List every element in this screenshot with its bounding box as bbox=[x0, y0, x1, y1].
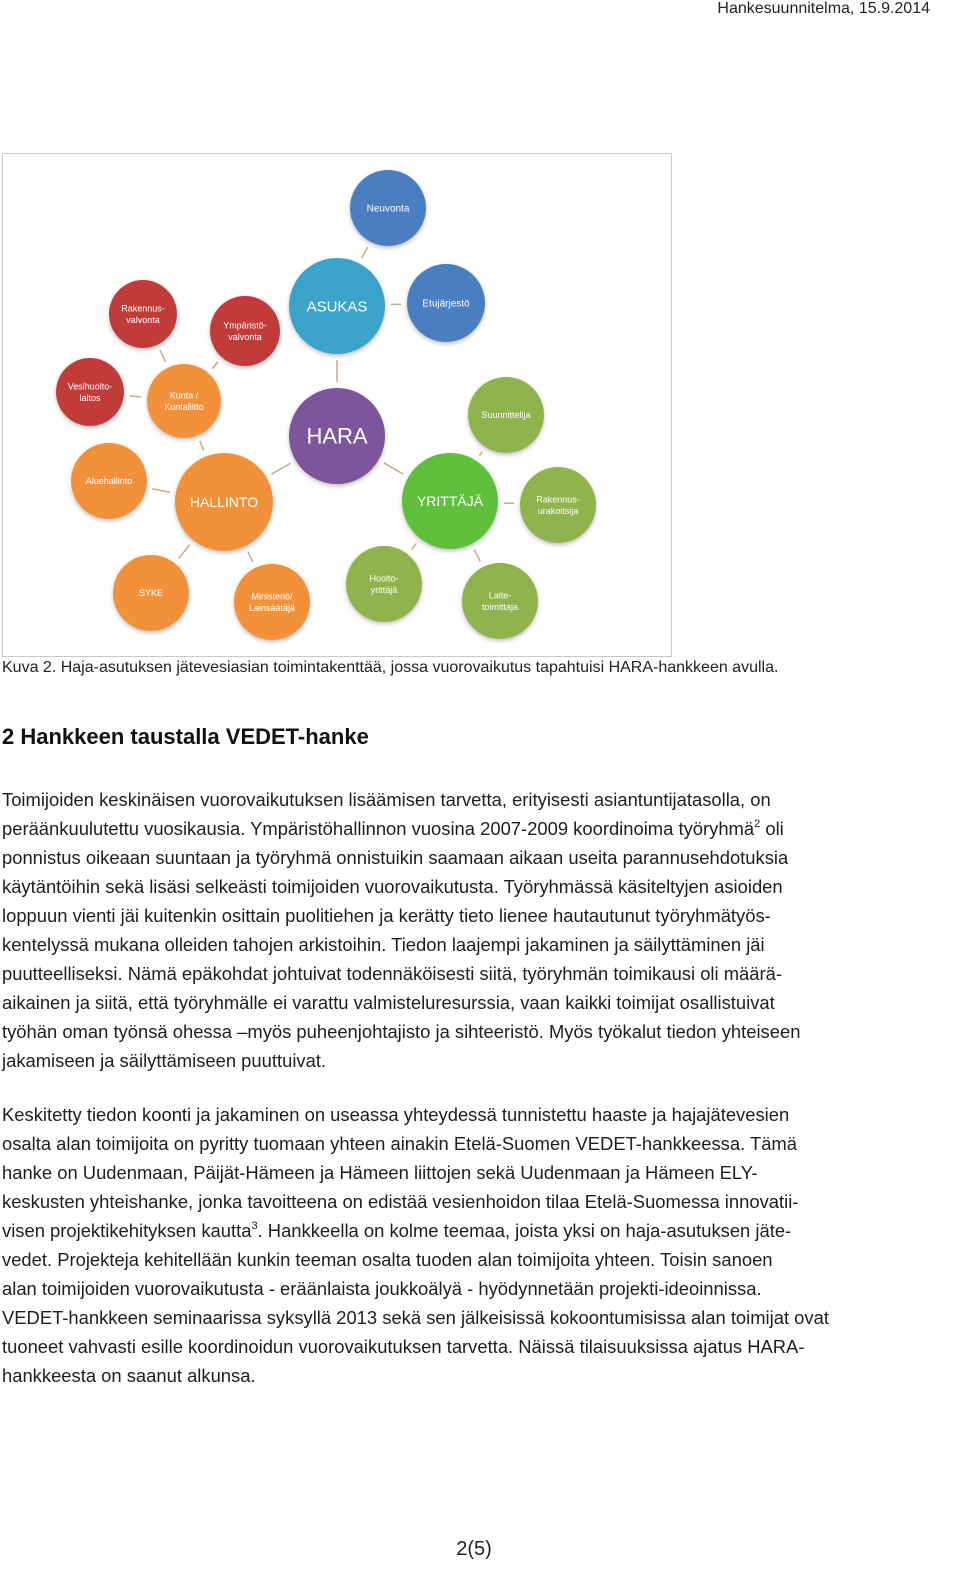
bubble-rakennusurakoitsija bbox=[520, 467, 596, 543]
connector-line-hara-hallinto bbox=[271, 463, 290, 474]
bubble-suunnittelija bbox=[468, 377, 544, 453]
text-line: vedet. Projekteja kehitellään kunkin teeman osalta tuoden alan toimijoita yhteen. Toisin sanoen bbox=[2, 1249, 773, 1270]
bubble-syke bbox=[113, 555, 189, 631]
text-line: osalta alan toimijoita on pyritty tuomaan yhteen ainakin Etelä-Suomen VEDET-hankkeessa. Tämä bbox=[2, 1133, 797, 1154]
bubble-rakennusvalvonta bbox=[109, 280, 177, 348]
bubble-label: HARA bbox=[306, 423, 368, 449]
bubble-label: valvonta bbox=[228, 331, 262, 342]
bubble-label: Rakennus- bbox=[121, 303, 165, 314]
bubble-asukas bbox=[289, 258, 385, 354]
connector-line-hallinto-syke bbox=[179, 545, 190, 559]
connector-line-hallinto-kuntaliitto bbox=[200, 441, 204, 451]
bubble-hara bbox=[289, 388, 385, 484]
bubble-kuntaliitto bbox=[147, 364, 221, 438]
text-line: työhän oman työnsä ohessa –myös puheenjohtajisto ja sihteeristö. Myös työkalut tiedon yhteiseen bbox=[2, 1021, 801, 1042]
bubble-laitetoimittaja bbox=[462, 563, 538, 639]
footnote-ref: 2 bbox=[754, 817, 761, 830]
bubble-label: Ministeriö/ bbox=[251, 591, 293, 602]
connector-line-hara-yrittaja bbox=[384, 463, 403, 474]
bubble-label: Kuntaliitto bbox=[164, 401, 204, 412]
text-line: loppuun vienti jäi kuitenkin osittain puolitiehen ja kerätty tieto lienee hautautunut työryhmätyös- bbox=[2, 905, 771, 926]
text-line: kentelyssä mukana olleiden tahojen arkistoihin. Tiedon laajempi jakaminen ja säilyttäminen jäi bbox=[2, 934, 765, 955]
bubble-group bbox=[56, 170, 596, 640]
bubble-label: Vesihuolto- bbox=[67, 381, 113, 392]
paragraph-1 bbox=[2, 785, 948, 1075]
page-number: 2(5) bbox=[456, 1538, 492, 1560]
bubble-label: urakoitsija bbox=[537, 505, 579, 516]
text-line: aikainen ja siitä, että työryhmälle ei varattu valmisteluresurssia, vaan kaikki toimijat osallistuivat bbox=[2, 992, 775, 1013]
bubble-label: Lainsäätäjä bbox=[248, 602, 296, 613]
bubble-label: yrittäjä bbox=[370, 584, 398, 595]
bubble-neuvonta bbox=[350, 170, 426, 246]
text-line: jakamiseen ja säilyttämiseen puuttuivat. bbox=[2, 1050, 327, 1071]
bubble-ministerio bbox=[234, 564, 310, 640]
connector-line-asukas-neuvonta bbox=[362, 247, 368, 258]
bubble-label: Rakennus- bbox=[536, 494, 580, 505]
text-line: hanke on Uudenmaan, Päijät-Hämeen ja Hämeen liittojen sekä Uudenmaan ja Hämeen ELY- bbox=[2, 1162, 758, 1183]
text-line: käytäntöihin sekä lisäsi selkeästi toimijoiden vuorovaikutusta. Työryhmässä käsiteltyjen asioiden bbox=[2, 876, 783, 897]
bubble-label: valvonta bbox=[126, 314, 160, 325]
bubble-label: Ympäristö- bbox=[223, 320, 267, 331]
text-line: puutteelliseksi. Nämä epäkohdat johtuivat todennäköisesti siitä, työryhmän toimikausi oli määrä- bbox=[2, 963, 782, 984]
bubble-etujarjesto bbox=[407, 264, 485, 342]
bubble-huoltoyrittaja bbox=[346, 546, 422, 622]
bubble-vesihuoltolaitos bbox=[56, 358, 124, 426]
text-line: visen projektikehityksen kautta$^3$. Hankkeella on kolme teemaa, joista yksi on haja-asutuksen jäte- bbox=[2, 1219, 792, 1241]
bubble-label: Huolto- bbox=[369, 573, 399, 584]
text-line: ponnistus oikeaan suuntaan ja työryhmä onnistuikin saamaan aikaan useita parannusehdotuksia bbox=[2, 847, 789, 868]
bubble-label: SYKE bbox=[138, 588, 164, 599]
bubble-label: Kunta / bbox=[169, 390, 199, 401]
connector-line-hallinto-ministerio bbox=[248, 552, 253, 563]
stakeholder-diagram-svg bbox=[3, 154, 671, 656]
section-heading: 2 Hankkeen taustalla VEDET-hanke bbox=[2, 724, 369, 749]
connector-line-hallinto-aluehallinto bbox=[152, 489, 170, 492]
text-line: peräänkuulutettu vuosikausia. Ympäristöhallinnon vuosina 2007-2009 koordinoima työryhmä$^2$ oli bbox=[2, 817, 784, 839]
paragraph-2 bbox=[2, 1100, 948, 1390]
connector-line-kuntaliitto-vesihuoltolaitos bbox=[130, 396, 141, 397]
running-header: Hankesuunnitelma, 15.9.2014 bbox=[717, 0, 930, 17]
bubble-label: ASUKAS bbox=[306, 298, 368, 316]
text-line: tuoneet vahvasti esille koordinoidun vuorovaikutuksen tarvetta. Näissä tilaisuuksissa ajatus HARA- bbox=[2, 1336, 805, 1357]
connector-line-kuntaliitto-rakennusvalvonta bbox=[160, 350, 166, 362]
connector-line-kuntaliitto-ymparistovalvonta bbox=[212, 362, 218, 369]
bubble-hallinto bbox=[175, 453, 273, 551]
bubble-label: Laite- bbox=[488, 590, 512, 601]
bubble-label: Neuvonta bbox=[366, 203, 410, 215]
text-line: keskusten yhteishanke, jonka tavoitteena on edistää vesienhoidon tilaa Etelä-Suomessa innovatii- bbox=[2, 1191, 799, 1212]
bubble-label: Suunnittelija bbox=[481, 410, 531, 421]
footnote-ref: 3 bbox=[251, 1219, 258, 1232]
connector-line-yrittaja-laitetoimittaja bbox=[474, 549, 480, 561]
connector-line-yrittaja-huoltoyrittaja bbox=[411, 543, 416, 549]
bubble-label: HALLINTO bbox=[189, 493, 259, 510]
bubble-aluehallinto bbox=[71, 443, 147, 519]
bubble-yrittaja bbox=[402, 453, 498, 549]
text-line: Toimijoiden keskinäisen vuorovaikutuksen lisäämisen tarvetta, erityisesti asiantuntijatasolla, on bbox=[2, 789, 771, 810]
bubble-label: Aluehallinto bbox=[85, 476, 133, 487]
text-line: alan toimijoiden vuorovaikutusta - eräänlaista joukkoälyä - hyödynnetään projekti-ideoinnissa. bbox=[2, 1278, 762, 1299]
connector-line-yrittaja-suunnittelija bbox=[479, 452, 482, 456]
text-line: Keskitetty tiedon koonti ja jakaminen on useassa yhteydessä tunnistettu haaste ja hajajätevesien bbox=[2, 1104, 790, 1125]
bubble-label: Etujärjestö bbox=[422, 298, 470, 310]
text-line: VEDET-hankkeen seminaarissa syksyllä 2013 sekä sen jälkeisissä kokoontumisissa alan toimijat ovat bbox=[2, 1307, 829, 1328]
bubble-label: YRITTÄJÄ bbox=[416, 492, 484, 509]
bubble-label: laitos bbox=[79, 392, 101, 403]
figure-caption: Kuva 2. Haja-asutuksen jätevesiasian toimintakenttää, jossa vuorovaikutus tapahtuisi HARA-hankkeen avulla. bbox=[2, 659, 779, 676]
bubble-label: toimittaja bbox=[481, 601, 519, 612]
text-line: hankkeesta on saanut alkunsa. bbox=[2, 1365, 256, 1386]
stakeholder-diagram bbox=[2, 153, 672, 657]
bubble-ymparistovalvonta bbox=[210, 296, 280, 366]
